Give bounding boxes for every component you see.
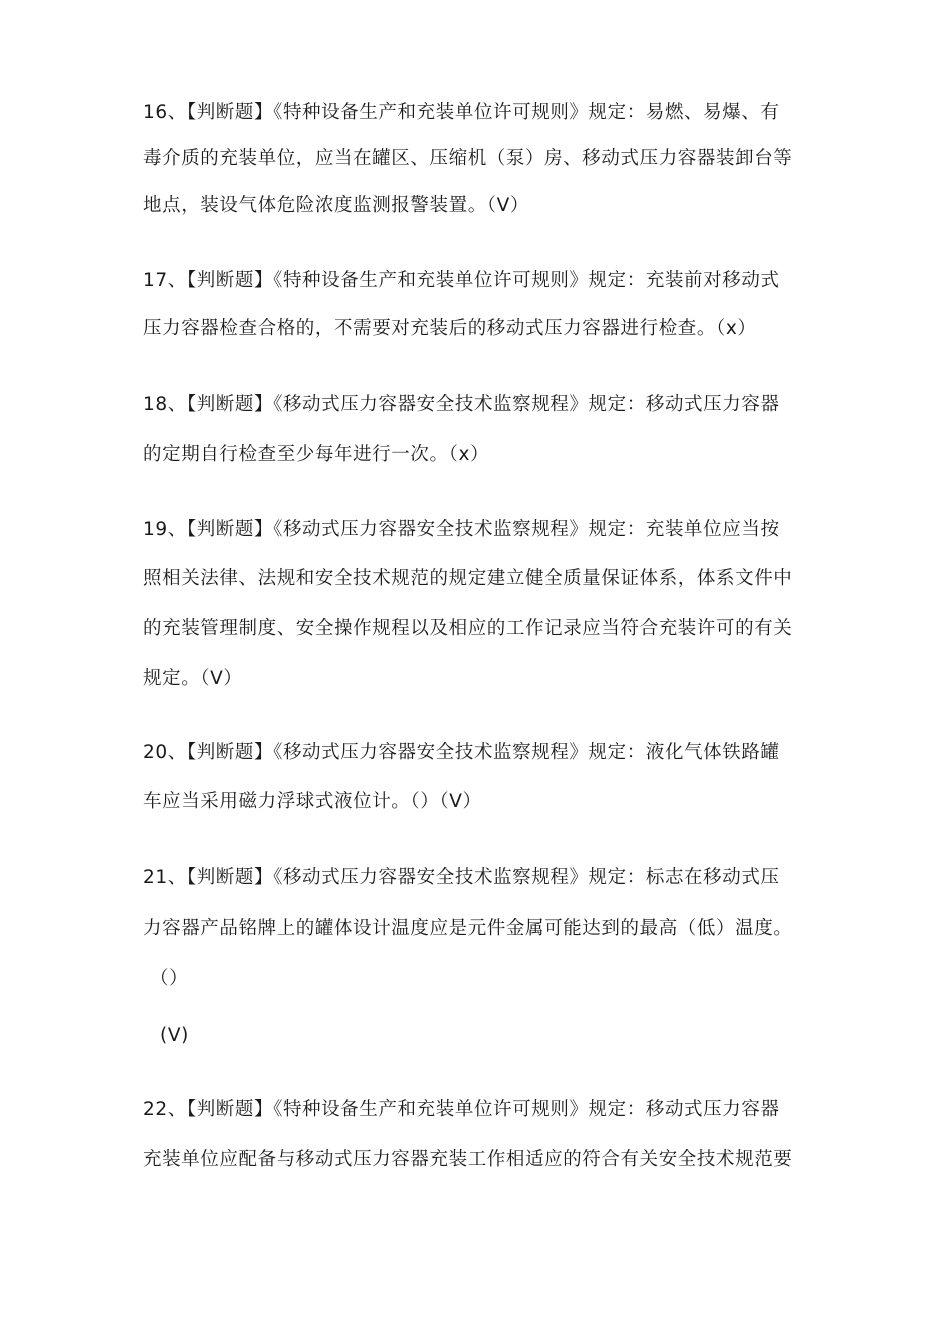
text-line: 16、【判断题】《特种设备生产和充装单位许可规则》规定：易燃、易爆、有 (143, 102, 780, 123)
text-line: 18、【判断题】《移动式压力容器安全技术监察规程》规定：移动式压力容器 (143, 394, 780, 415)
text-line: 的充装管理制度、安全操作规程以及相应的工作记录应当符合充装许可的有关 (143, 618, 793, 639)
text-line: 17、【判断题】《特种设备生产和充装单位许可规则》规定：充装前对移动式 (143, 270, 780, 291)
text-line: 20、【判断题】《移动式压力容器安全技术监察规程》规定：液化气体铁路罐 (143, 742, 780, 763)
text-line: 毒介质的充装单位，应当在罐区、压缩机（泵）房、移动式压力容器装卸台等 (143, 148, 793, 169)
text-line: 照相关法律、法规和安全技术规范的规定建立健全质量保证体系，体系文件中 (143, 568, 793, 589)
text-line: 21、【判断题】《移动式压力容器安全技术监察规程》规定：标志在移动式压 (143, 867, 780, 888)
text-line: 车应当采用磁力浮球式液位计。（）（V） (143, 791, 482, 812)
text-line: (V) (160, 1025, 189, 1046)
text-line: 的定期自行检查至少每年进行一次。（x） (143, 444, 490, 465)
text-line: 规定。（V） (143, 668, 243, 689)
text-line: 力容器产品铭牌上的罐体设计温度应是元件金属可能达到的最高（低）温度。 (143, 918, 793, 939)
text-line: （） (150, 968, 189, 989)
text-line: 充装单位应配备与移动式压力容器充装工作相适应的符合有关安全技术规范要 (143, 1149, 793, 1170)
text-line: 19、【判断题】《移动式压力容器安全技术监察规程》规定：充装单位应当按 (143, 519, 780, 540)
text-line: 地点，装设气体危险浓度监测报警装置。（V） (143, 195, 530, 216)
text-line: 压力容器检查合格的，不需要对充装后的移动式压力容器进行检查。（x） (143, 318, 757, 339)
text-line: 22、【判断题】《特种设备生产和充装单位许可规则》规定：移动式压力容器 (143, 1099, 780, 1120)
